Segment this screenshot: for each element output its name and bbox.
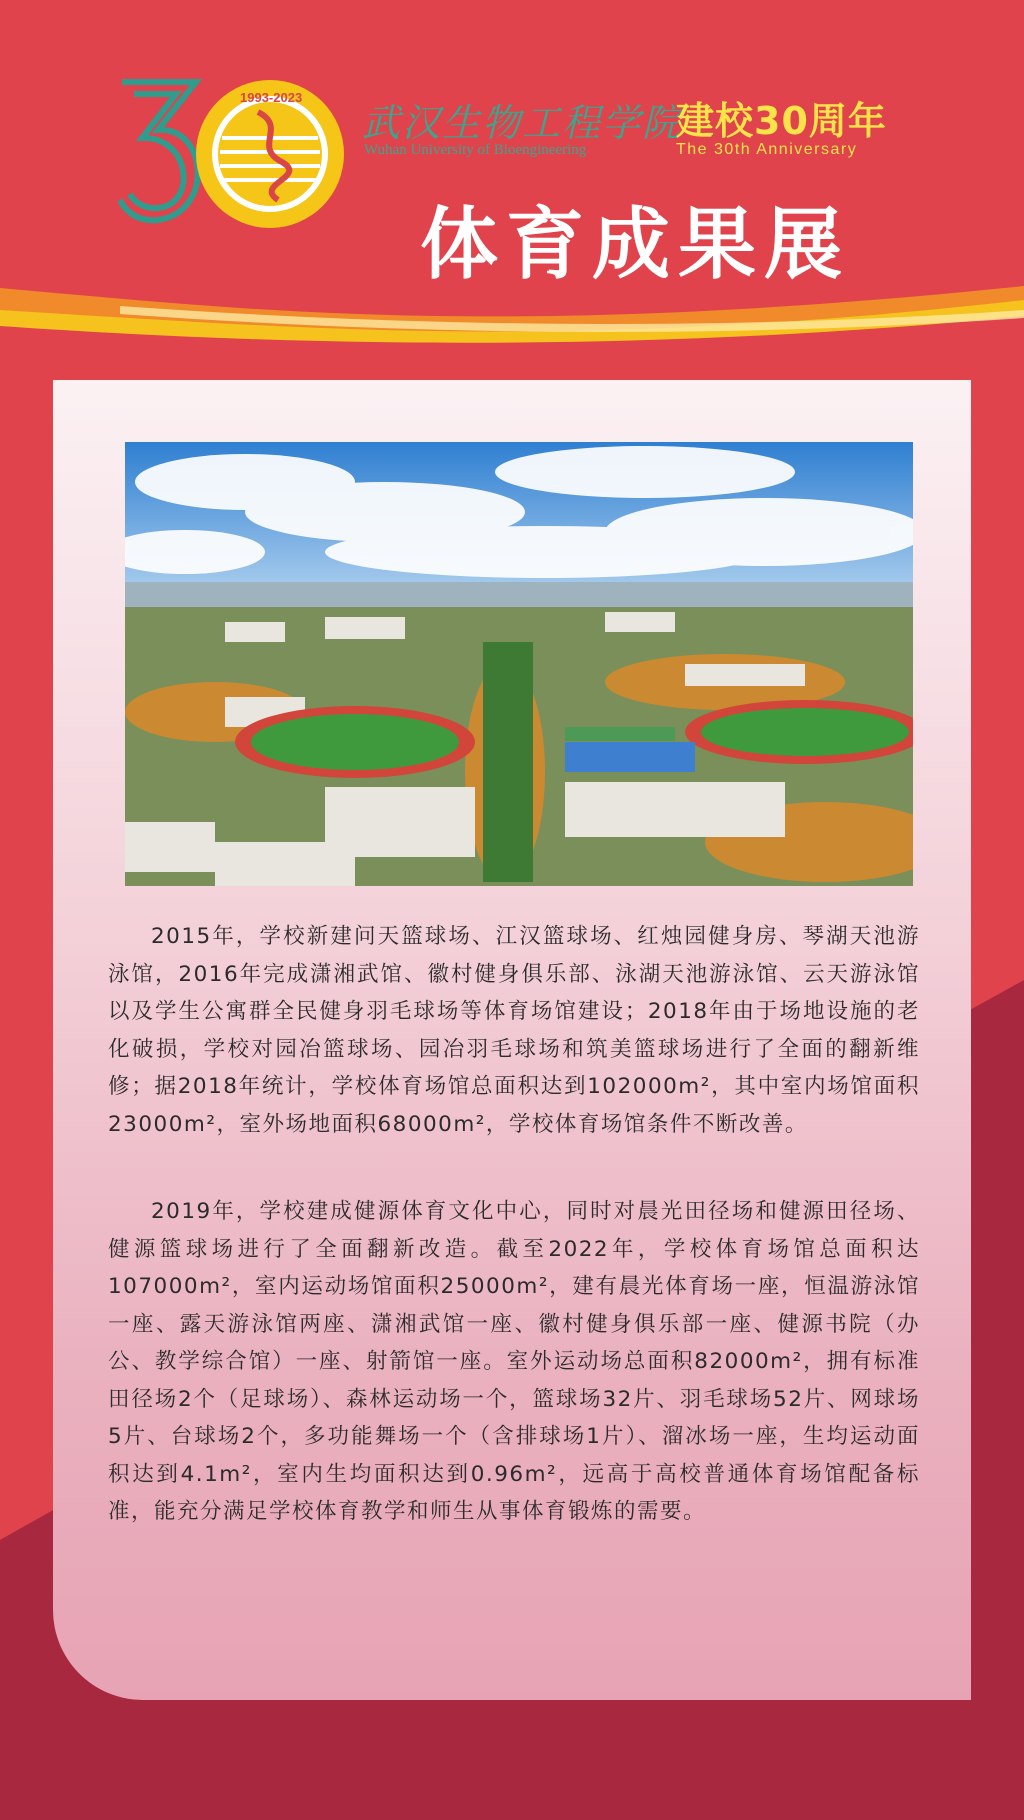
logo-years: 1993-2023 <box>240 90 303 105</box>
campus-aerial-photo <box>125 442 913 886</box>
page-title: 体育成果展 <box>420 200 851 290</box>
paragraph-1: 2015年，学校新建问天篮球场、江汉篮球场、红烛园健身房、琴湖天池游泳馆，2016年完成潇湘武馆、徽村健身俱乐部、泳湖天池游泳馆、云天游泳馆以及学生公寓群全民健身羽毛球场等体育场馆建设；2018年由于场地设施的老化破损，学校对园冶篮球场、园冶羽毛球场和筑美篮球场进行了全面的翻新维修；据2018年统计，学校体育场馆总面积达到102000m²，其中室内场馆面积23000m²，室外场地面积68000m²，学校体育场馆条件不断改善。 <box>108 924 920 1137</box>
anniversary-cn: 建校30周年 <box>676 99 887 143</box>
anniversary-logo <box>118 72 348 232</box>
paragraph-2: 2019年，学校建成健源体育文化中心，同时对晨光田径场和健源田径场、健源篮球场进行了全面翻新改造。截至2022年，学校体育场馆总面积达107000m²，室内运动场馆面积25000m²，建有晨光体育场一座，恒温游泳馆一座、露天游泳馆两座、潇湘武馆一座、徽村健身俱乐部一座、健源书院（办公、教学综合馆）一座、射箭馆一座。室外运动场总面积82000m²，拥有标准田径场2个（足球场）、森林运动场一个，篮球场32片、羽毛球场52片、网球场5片、台球场2个，多功能舞场一个（含排球场1片）、溜冰场一座，生均运动面积达到4.1m²，室内生均面积达到0.96m²，远高于高校普通体育场馆配备标准，能充分满足学校体育教学和师生从事体育锻炼的需要。 <box>108 1199 920 1524</box>
decorative-ribbon <box>0 270 1024 360</box>
school-name-en: Wuhan University of Bioengineering <box>364 142 587 158</box>
anniversary-30-logo-icon <box>118 72 348 232</box>
school-name-cn: 武汉生物工程学院 <box>362 101 683 145</box>
anniversary-en: The 30th Anniversary <box>676 141 858 158</box>
